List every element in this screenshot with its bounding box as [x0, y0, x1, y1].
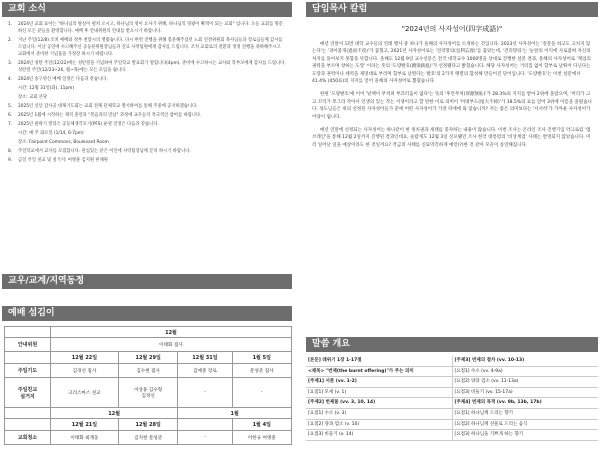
news-item [8, 60, 286, 74]
date-cell: 12월 22일 [51, 352, 119, 364]
news-item-text: 지난 주일(12/8) 조치 예배와 정부 천할시의 열렸습니다. 다시 한번 진행을 위해 봉분해주셨던 노회 연결위원회 목사님들과 장로님들께 감사를 드립니다. 이날 공연에 수고해주신 공동분위원장님들과 진료 사역팀원에게 감사를 드립니다. 조치 교회로의 전환과 정정 진행을 축하해주시고 교회에서 준비한 기념품을 가정장 하시기 바랍니다. [18, 38, 283, 57]
outline-table [306, 356, 598, 441]
news-item-text: 2025년 클락기 열리스 공동체생각모기(PFS) 운영 일정은 다음과 같습니다. [18, 122, 159, 127]
news-item-text: 주일학교에서 교사를 모집합니다. 관심있는 분은 이인에 사역팀장님께 문의 하시기 바랍니다. [18, 149, 191, 154]
clean-label: 교회청소 [5, 431, 51, 445]
news-item [8, 103, 286, 110]
outline-row: [본문] 레위기 1장 1-17절 [306, 356, 452, 367]
guide-value: 이태화 집사 [51, 338, 292, 352]
prayer-cell: 문성준 집사 [232, 364, 291, 378]
outline-section [306, 337, 598, 352]
news-item-text: 2025년 1월에 시작하는 제직 훈련과 "복음과의 만남" 과정에 교우들의 적극적인 참여를 바랍니다. [18, 113, 202, 118]
outline-row: [요점1] 수소 (vv. 4-9a) [453, 367, 599, 378]
host-label: 주일친교 설거지 [5, 378, 51, 408]
news-item-number: 9. [8, 158, 13, 163]
column-title: "2024년의 사자성어(四字成語)" [401, 25, 503, 33]
host-cell: - [232, 378, 291, 408]
worship-header: 예배 섬김이 [2, 306, 292, 321]
outline-right-column [453, 356, 599, 441]
news-item [8, 37, 286, 58]
news-item-number: 6. [8, 113, 13, 118]
news-item-number: 5. [8, 104, 13, 109]
clean-cell: - [178, 431, 232, 445]
outline-header: 말씀 개요 [306, 337, 598, 352]
news-item-text: 2024년 교회 표어는 "하나님의 탈실이 펼쳐 오시고, 하나님의 영이 요사가 위해, 하나님의 영광이 확적이 되는 교회" 입니다. 오늘 교회를 방문하신 모든 분들을 환영합니다. 예배 후 안내위원의 안내를 받으시기 바랍니다. [18, 22, 283, 34]
outline-row: <제목> "번제(the burnt offering)"가 주는 의미 [306, 367, 452, 378]
teacher-header: 교우/교계/지역동정 [2, 274, 292, 289]
news-header: 교회 소식 [2, 2, 292, 17]
guide-label: 안내위원 [5, 338, 51, 352]
column-header: 담임목사 칼럼 [306, 2, 598, 17]
service-place: 장소: 교회 본당 [18, 95, 48, 100]
outline-row: [요점1] 하나님께 드리는 향기 [453, 409, 599, 420]
outline-row: [요점2] 하나님께 선물로 드리는 음식 [453, 420, 599, 431]
clean-cell: 이태화 최재웅 [51, 431, 119, 445]
prayer-cell: 김예중 장로 [178, 364, 232, 378]
outline-row: [주제4] 번제의 목적 (vv. 9b, 13b, 17b) [453, 398, 599, 409]
teacher-section [2, 274, 292, 289]
outline-row: [주제1] 서론 (vv. 1-2) [306, 377, 452, 388]
news-item [8, 112, 286, 119]
roster-table [4, 326, 292, 445]
outline-row: [주제3] 번제의 절차 (vv. 10-13) [453, 356, 599, 367]
outline-row: [요점3] 비둘기 (vv. 15-17a) [453, 388, 599, 399]
host-cell: - [178, 378, 232, 408]
date-cell: 12월 29일 [118, 352, 177, 364]
outline-row: [요점3] 하나님을 기쁘게 하는 향기 [453, 430, 599, 441]
column-body [306, 41, 598, 149]
month-label: 12월 [51, 408, 178, 419]
news-list [2, 17, 292, 164]
pfs-time: 시간: 매 주 화요일 (1/14, 6-7pm) [18, 131, 84, 136]
column-paragraph: 한편 '도량발호'에 이어 '낱책이 무척위 부끄러움이 없다'는 뜻의 '후안무치(厚顔無恥)'가 28.3%의 지지를 받아 2위에 올랐으며, '머리가 크고 꼬리가 쪼그라 작아서 인생의 있는 작는 서생이라고 할 만한 이로 의미이 '미대부도(尾大不掉)'가 18.5%의 표를 얻어 3위에 이름을 올렸습니다. 성도님들은 위의 선정된 사자성어들가 준에 어떤 사자성어가 가장 뒤에에 와 닿습니까? 저는 좋은 의미보다는 '서서히'가 가까운 사자성어가 어당이 됩니다. [312, 92, 592, 120]
news-item [8, 148, 286, 155]
news-item-text: 2025년 신년 감사공 대체기도회는 교회 전체 단체학교 열서하여를 통해 주중에 공지하겠습니다. [18, 104, 198, 109]
right-column [306, 2, 598, 461]
news-item-number: 7. [8, 122, 13, 127]
outline-row: [주제2] 번제물 (vv. 3, 10, 14) [306, 398, 452, 409]
news-item-text: 금일 주일 친교 및 설거지: 여병훈 김지원 한채원 [18, 158, 108, 163]
month-label: 1월 [178, 408, 292, 419]
prayer-cell: 김수현 집사 [118, 364, 177, 378]
outline-row: [요점3] 비둘기 (v. 14) [306, 430, 452, 441]
news-item-text: 2024년 성탄 주일(12/22)에는 성탄절을 기념하여 주일학교 발표회가 열립니다(4pm). 준비에 수고하시는 교사와 학부모에게 감사를 드립니다. 성탄절 주간(12/23~26, 월~목)에는 모든 모임을 쉽니다. [18, 61, 286, 73]
month-label: 12월 [51, 327, 292, 338]
prayer-label: 주일기도 [5, 364, 51, 378]
date-cell: 12월 28일 [118, 419, 177, 431]
prayer-cell: 김경선 집사 [51, 364, 119, 378]
news-item-number: 8. [8, 149, 13, 154]
column-paragraph: 매년 연말이 되면 대학 교수들의 연례 행사 중 하나가 올해의 사자성어를 소개하는 것입니다. 2023년 사자성어는 '질문을 하고도 고치지 않는다'는 '과이불개(過而不改)'가 꼽혔고, 2021년 사자성어로는 '견리망의(見利忘義)'를 꼽았는데, '견리망의'는 '눈앞의 이익에 사로잡혀 자신의 처지를 돌아보지 못함을 뜻합니다. 올해도 12월 9일 교수신문은 전국 대학교수 1000명을 상대로 진행한 설문 결과, 올해의 사자성어로 '계엄의 권력을 부르며 창하는 도랑' 이라는 뜻의 '도량발호(跳梁跋扈)'가 선정됐다고 밝혔습니다. 해당 사자성어는 거리낌 없이 함부로 날뛰어 다닌다는 도랑과 권력이나 세력을 제멋대로 부리며 함부로 날뛴다는 발호'의 2가지 맹렬의 합성해 만들어진 단어입니다. '도량발호'는 이번 설문에서 41.4% (450표)의 지지를 얻어 올해의 사자성어로 뽑혔습니다. [312, 42, 591, 85]
date-cell: 1월 5일 [232, 352, 291, 364]
date-cell: 1월 4일 [232, 419, 291, 431]
outline-row: [요점1] 수소 (v. 3) [306, 409, 452, 420]
date-cell: 12월 31일 [178, 352, 232, 364]
service-time: 시간: 12월 31일(화), 11pm) [18, 86, 75, 91]
news-item-number: 1. [8, 22, 13, 27]
outline-row: [요점1] 모세 (v. 1) [306, 388, 452, 399]
news-item [8, 157, 286, 164]
column-paragraph: 매년 연말에 선정되는 사자성어는 하나같이 현 정치권과 세태를 풍자하는 내용이 많습니다. 이번 조사는 온라인 조사 진행기입 약크로럼 '엠브레인'을 통해 12월 2일까지 진행된 결과인데요, 놀랍게도 12월 3일 선포됐던 조사 한국 대통령의 '비상계엄' 사태는 반영되지 않았습니다. 미리 일어난 일을 예상이라도 한 것일까요? 작금의 사태를 신묘막측하게 예언(?)한 것 같아 모골이 송연해집니다. [312, 128, 591, 148]
clean-cell: 김지현 문성준 [118, 431, 177, 445]
news-item-number: 3. [8, 61, 13, 66]
outline-row: [요점2] 양과 염소 (vv. 11-13a) [453, 377, 599, 388]
news-item-number: 2. [8, 38, 13, 43]
host-cell: 이상용 김수형 김경선 [118, 378, 177, 408]
news-item [8, 76, 286, 83]
news-item [8, 21, 286, 35]
news-item-number: 4. [8, 77, 13, 82]
news-item-text: 2024년 송구영신 예배 일정은 다음과 같습니다. [18, 77, 108, 82]
clean-cell: 이한규 여병훈 [232, 431, 291, 445]
host-cell: 크리스마스 친교 [51, 378, 119, 408]
left-column [2, 2, 292, 461]
date-cell: 12월 21일 [51, 419, 119, 431]
worship-section [2, 306, 292, 321]
news-item [8, 121, 286, 128]
outline-row: [요점2] 양과 염소 (v. 10) [306, 420, 452, 431]
outline-left-column [306, 356, 453, 441]
pfs-place: 장소: Fairpoint Commons, Boulevard Room [18, 140, 109, 145]
